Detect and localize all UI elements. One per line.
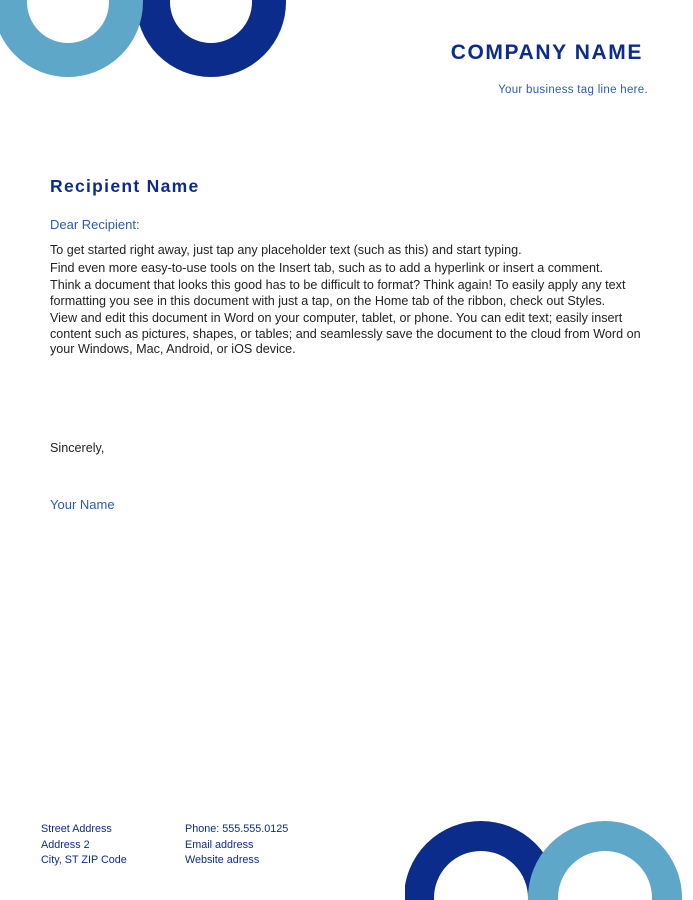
closing[interactable]: Sincerely, [50,441,105,455]
address-line-2[interactable]: Address 2 [41,838,90,851]
company-tagline[interactable]: Your business tag line here. [498,84,648,96]
street-address[interactable]: Street Address [41,823,112,835]
email-address[interactable]: Email address [185,838,254,851]
signer-name[interactable]: Your Name [50,497,115,512]
company-name[interactable]: COMPANY NAME [450,41,643,64]
salutation[interactable]: Dear Recipient: [50,217,140,232]
body-paragraph[interactable]: To get started right away, just tap any placeholder text (such as this) and start typing. [50,243,522,257]
dark-blue-half-ring [419,836,543,900]
recipient-name[interactable]: Recipient Name [50,176,200,196]
footer-contact [185,822,288,869]
website-address[interactable]: Website adress [185,854,260,866]
light-blue-half-ring [543,836,667,900]
city-state-zip[interactable]: City, ST ZIP Code [41,854,127,866]
dark-blue-ring [153,0,269,60]
bottom-ring-decoration [405,810,693,900]
letter-body[interactable] [50,243,650,360]
top-ring-decoration [0,0,290,90]
body-paragraph[interactable]: View and edit this document in Word on your computer, tablet, or phone. You can edit text; easily insert content such as pictures, shapes, or tables; and seamlessly save the document to the cloud from Word on your Windows, Mac, Android, or iOS device. [50,311,641,356]
light-blue-ring [10,0,126,60]
phone-number[interactable]: Phone: 555.555.0125 [185,823,289,835]
footer-address [41,822,127,869]
body-paragraph[interactable]: Think a document that looks this good has to be difficult to format? Think again! To easily apply any text formatting you see in this document with just a tap, on the Home tab of the ribbon, check out Styles. [50,278,626,308]
body-paragraph[interactable]: Find even more easy-to-use tools on the Insert tab, such as to add a hyperlink or insert a comment. [50,260,604,275]
